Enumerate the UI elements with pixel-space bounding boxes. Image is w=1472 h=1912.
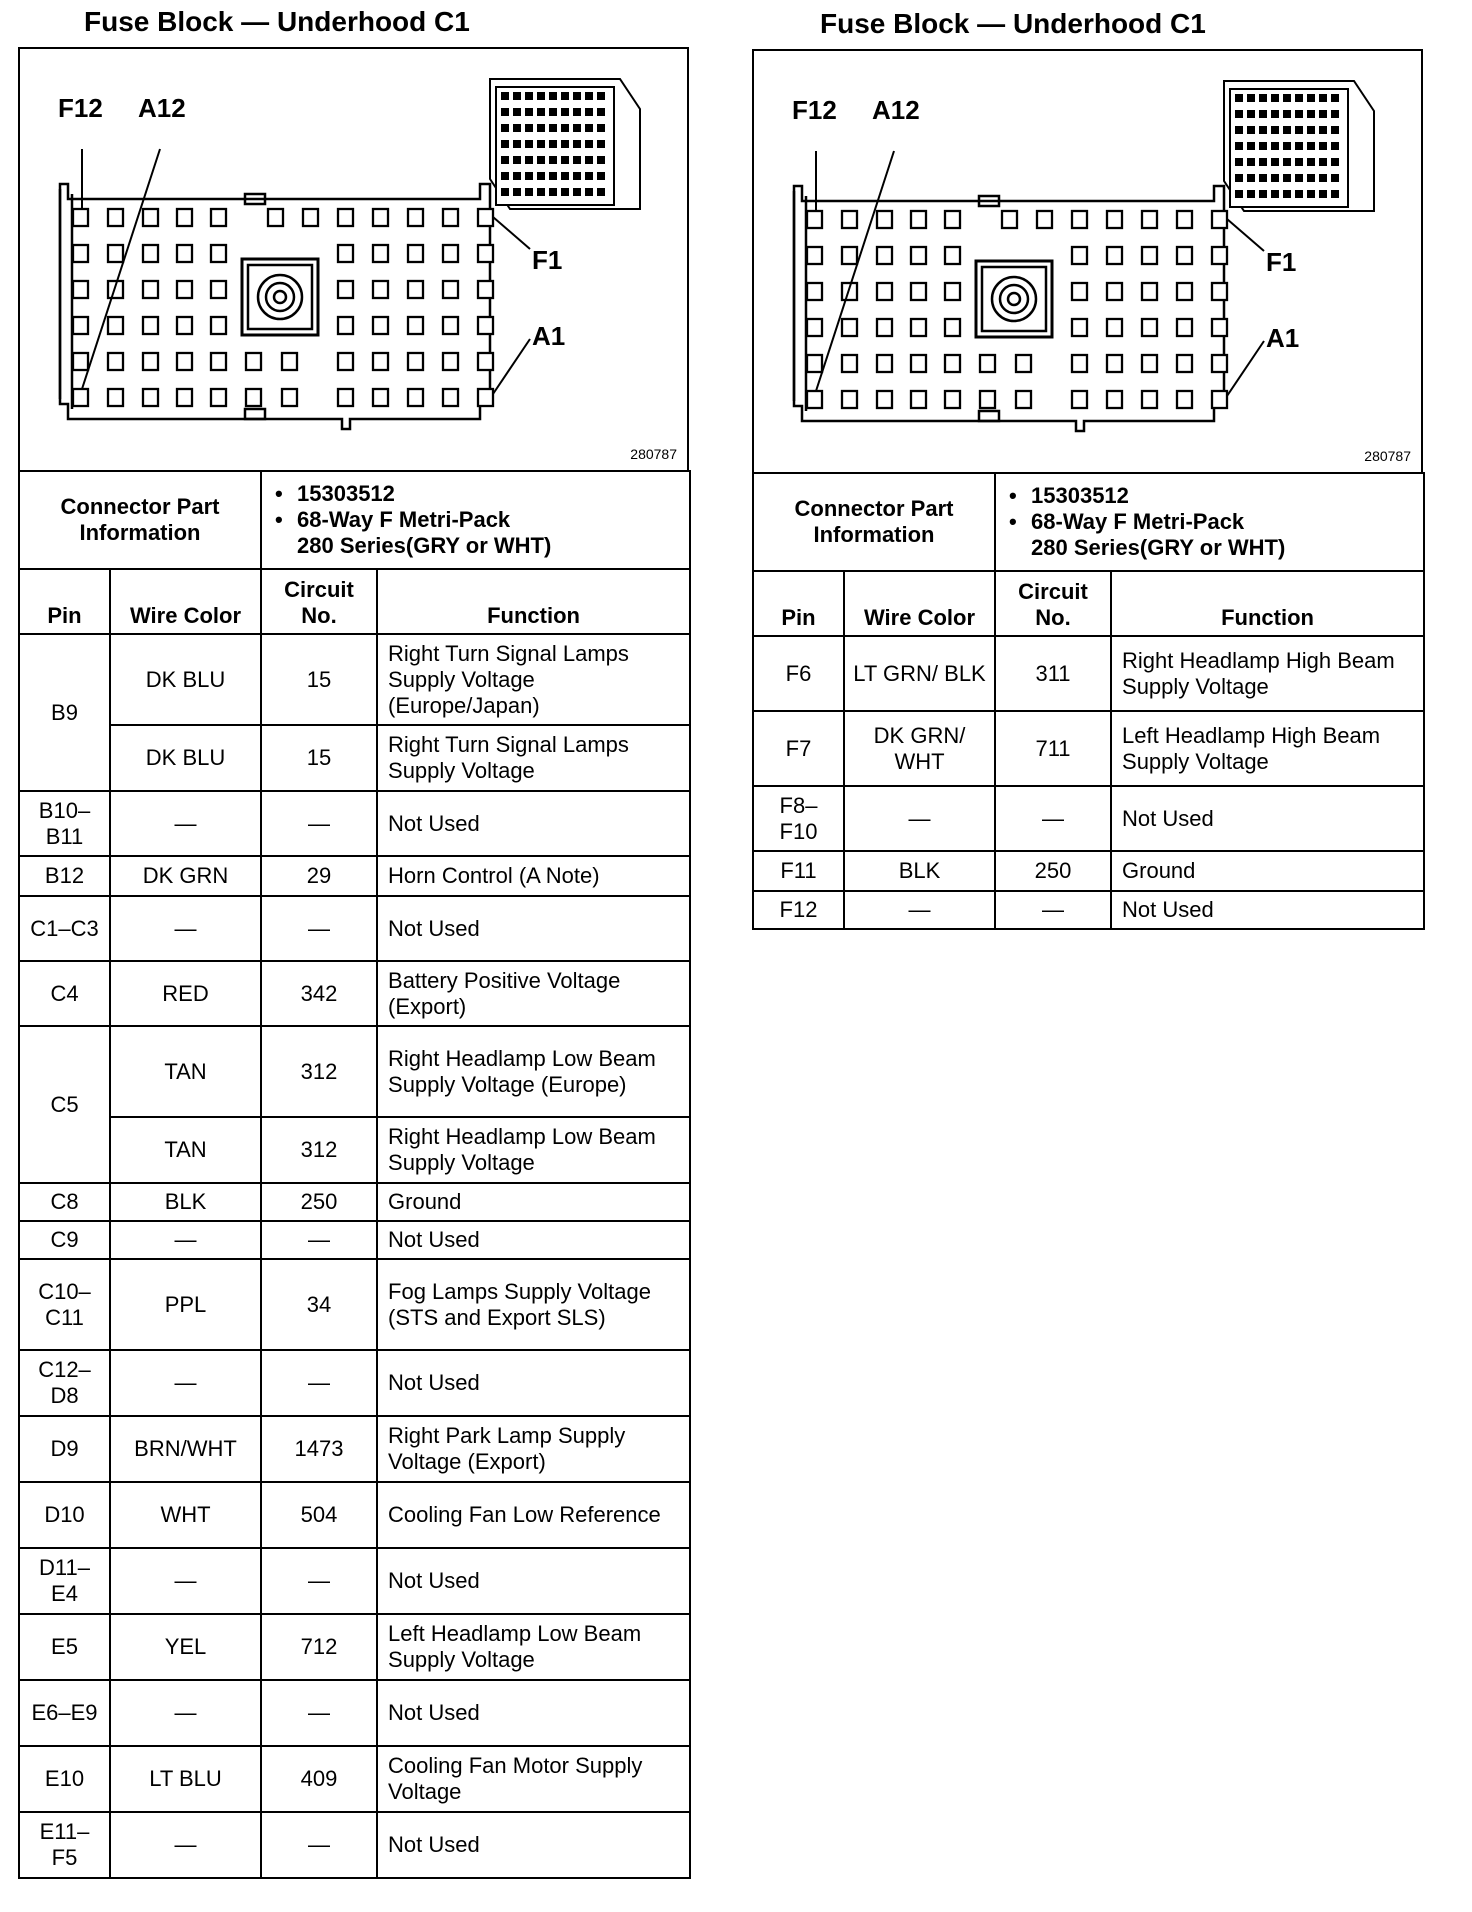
wire-cell: — [110, 791, 261, 856]
label-a1: A1 [532, 321, 566, 351]
wire-cell: BRN/WHT [110, 1416, 261, 1482]
circuit-cell: 409 [261, 1746, 377, 1812]
pin-cell: E5 [19, 1614, 110, 1680]
table-row [19, 634, 690, 725]
pin-cell: E6–E9 [19, 1680, 110, 1746]
table-row [19, 961, 690, 1026]
connector-diagram [18, 47, 689, 472]
circuit-cell: — [261, 896, 377, 961]
pin-cell: B9 [19, 634, 110, 791]
table-row [19, 856, 690, 896]
connector-series: 280 Series(GRY or WHT) [1031, 535, 1286, 560]
table-row [753, 636, 1424, 711]
pin-table [752, 472, 1425, 930]
wire-cell: LT BLU [110, 1746, 261, 1812]
connector-illustration [754, 51, 1421, 472]
connector-part-label: Connector Part Information [753, 473, 995, 571]
circuit-cell: 34 [261, 1259, 377, 1350]
connector-illustration [20, 49, 687, 470]
function-cell: Not Used [377, 1680, 690, 1746]
pin-cell: C5 [19, 1026, 110, 1183]
wire-cell: DK GRN/ WHT [844, 711, 995, 786]
pin-cell: B10–B11 [19, 791, 110, 856]
wire-cell: TAN [110, 1117, 261, 1183]
header-function: Function [1111, 571, 1424, 636]
circuit-cell: — [261, 1221, 377, 1259]
pin-cell: C8 [19, 1183, 110, 1221]
wire-cell: DK BLU [110, 725, 261, 791]
wire-cell: — [110, 1548, 261, 1614]
circuit-cell: 250 [261, 1183, 377, 1221]
function-cell: Ground [377, 1183, 690, 1221]
circuit-cell: — [261, 791, 377, 856]
connector-type: 68-Way F Metri-Pack [1031, 509, 1245, 534]
header-wire-color: Wire Color [110, 569, 261, 634]
table-row [19, 1548, 690, 1614]
wire-cell: — [110, 1812, 261, 1878]
mini-connector [1224, 81, 1374, 211]
circuit-cell: 504 [261, 1482, 377, 1548]
part-number: 15303512 [1031, 483, 1129, 508]
circuit-cell: 712 [261, 1614, 377, 1680]
circuit-cell: — [261, 1812, 377, 1878]
function-cell: Right Park Lamp Supply Voltage (Export) [377, 1416, 690, 1482]
label-f1: F1 [532, 245, 563, 275]
function-cell: Horn Control (A Note) [377, 856, 690, 896]
function-cell: Left Headlamp Low Beam Supply Voltage [377, 1614, 690, 1680]
table-row [19, 1183, 690, 1221]
table-row [19, 1350, 690, 1416]
function-cell: Right Headlamp High Beam Supply Voltage [1111, 636, 1424, 711]
table-row [19, 1259, 690, 1350]
wire-cell: WHT [110, 1482, 261, 1548]
table-row [19, 1026, 690, 1117]
label-f1: F1 [1266, 247, 1297, 277]
function-cell: Not Used [377, 1221, 690, 1259]
pin-cell: C1–C3 [19, 896, 110, 961]
wire-cell: — [110, 896, 261, 961]
part-number: 15303512 [297, 481, 395, 506]
table-row [19, 1482, 690, 1548]
pin-cell: D11–E4 [19, 1548, 110, 1614]
header-wire-color: Wire Color [844, 571, 995, 636]
label-a1: A1 [1266, 323, 1300, 353]
function-cell: Not Used [1111, 891, 1424, 929]
wire-cell: — [110, 1221, 261, 1259]
function-cell: Right Turn Signal Lamps Supply Voltage [377, 725, 690, 791]
circuit-cell: — [995, 891, 1111, 929]
pin-cell: D10 [19, 1482, 110, 1548]
table-row [19, 791, 690, 856]
panel-title: Fuse Block — Underhood C1 [820, 8, 1206, 39]
circuit-cell: — [261, 1548, 377, 1614]
pin-cell: F7 [753, 711, 844, 786]
wire-cell: DK GRN [110, 856, 261, 896]
circuit-cell: 311 [995, 636, 1111, 711]
pin-cell: C4 [19, 961, 110, 1026]
connector-diagram [752, 49, 1423, 474]
wire-cell: — [110, 1350, 261, 1416]
circuit-cell: 711 [995, 711, 1111, 786]
pin-cell: C12–D8 [19, 1350, 110, 1416]
connector-part-info: • 15303512 • 68-Way F Metri-Pack 280 Series(GRY or WHT) [995, 473, 1424, 571]
table-row [19, 1221, 690, 1259]
circuit-cell: 1473 [261, 1416, 377, 1482]
pin-cavities [807, 211, 1227, 408]
circuit-cell: — [261, 1350, 377, 1416]
function-cell: Fog Lamps Supply Voltage (STS and Export SLS) [377, 1259, 690, 1350]
pin-cavities [73, 209, 493, 406]
wire-cell: TAN [110, 1026, 261, 1117]
label-a12: A12 [872, 95, 920, 125]
wire-cell: — [110, 1680, 261, 1746]
header-circuit: Circuit No. [995, 571, 1111, 636]
label-f12: F12 [792, 95, 837, 125]
function-cell: Cooling Fan Motor Supply Voltage [377, 1746, 690, 1812]
pin-cell: F12 [753, 891, 844, 929]
pin-cell: C9 [19, 1221, 110, 1259]
wire-cell: — [844, 891, 995, 929]
circuit-cell: 312 [261, 1026, 377, 1117]
connector-series: 280 Series(GRY or WHT) [297, 533, 552, 558]
pin-cell: F8–F10 [753, 786, 844, 851]
label-f12: F12 [58, 93, 103, 123]
table-row [19, 1746, 690, 1812]
function-cell: Right Headlamp Low Beam Supply Voltage (Europe) [377, 1026, 690, 1117]
header-pin: Pin [753, 571, 844, 636]
wire-cell: LT GRN/ BLK [844, 636, 995, 711]
circuit-cell: 342 [261, 961, 377, 1026]
table-row [19, 1614, 690, 1680]
wire-cell: BLK [844, 851, 995, 891]
mini-connector [490, 79, 640, 209]
wire-cell: YEL [110, 1614, 261, 1680]
table-row [753, 711, 1424, 786]
function-cell: Battery Positive Voltage (Export) [377, 961, 690, 1026]
table-row [19, 896, 690, 961]
function-cell: Right Headlamp Low Beam Supply Voltage [377, 1117, 690, 1183]
pin-cell: F6 [753, 636, 844, 711]
pin-cell: E10 [19, 1746, 110, 1812]
table-row [19, 1117, 690, 1183]
function-cell: Not Used [377, 1548, 690, 1614]
function-cell: Cooling Fan Low Reference [377, 1482, 690, 1548]
function-cell: Not Used [377, 1812, 690, 1878]
circuit-cell: — [261, 1680, 377, 1746]
connector-part-label: Connector Part Information [19, 471, 261, 569]
table-row [19, 1680, 690, 1746]
table-row [19, 1416, 690, 1482]
header-function: Function [377, 569, 690, 634]
header-pin: Pin [19, 569, 110, 634]
circuit-cell: 250 [995, 851, 1111, 891]
circuit-cell: 312 [261, 1117, 377, 1183]
wire-cell: — [844, 786, 995, 851]
function-cell: Right Turn Signal Lamps Supply Voltage (Europe/Japan) [377, 634, 690, 725]
pin-cell: B12 [19, 856, 110, 896]
table-row [753, 891, 1424, 929]
pin-cell: F11 [753, 851, 844, 891]
function-cell: Not Used [377, 791, 690, 856]
wire-cell: PPL [110, 1259, 261, 1350]
connector-type: 68-Way F Metri-Pack [297, 507, 511, 532]
label-a12: A12 [138, 93, 186, 123]
pin-cell: D9 [19, 1416, 110, 1482]
figure-number: 280787 [630, 446, 677, 462]
pin-table [18, 470, 691, 1879]
table-row [19, 1812, 690, 1878]
function-cell: Not Used [377, 1350, 690, 1416]
connector-part-info: • 15303512 • 68-Way F Metri-Pack 280 Series(GRY or WHT) [261, 471, 690, 569]
circuit-cell: — [995, 786, 1111, 851]
function-cell: Not Used [377, 896, 690, 961]
panel-title: Fuse Block — Underhood C1 [84, 6, 470, 37]
pin-cell: E11–F5 [19, 1812, 110, 1878]
header-circuit: Circuit No. [261, 569, 377, 634]
wire-cell: RED [110, 961, 261, 1026]
figure-number: 280787 [1364, 448, 1411, 464]
pin-cell: C10–C11 [19, 1259, 110, 1350]
circuit-cell: 15 [261, 634, 377, 725]
function-cell: Left Headlamp High Beam Supply Voltage [1111, 711, 1424, 786]
function-cell: Not Used [1111, 786, 1424, 851]
function-cell: Ground [1111, 851, 1424, 891]
circuit-cell: 15 [261, 725, 377, 791]
wire-cell: DK BLU [110, 634, 261, 725]
table-row [19, 725, 690, 791]
table-row [753, 786, 1424, 851]
circuit-cell: 29 [261, 856, 377, 896]
table-row [753, 851, 1424, 891]
wire-cell: BLK [110, 1183, 261, 1221]
